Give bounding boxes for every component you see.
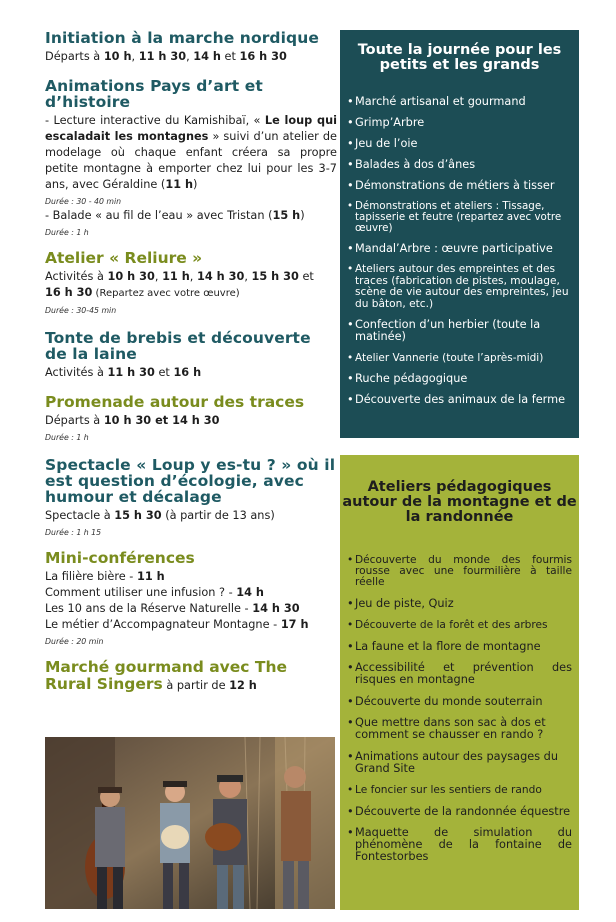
list-item: • Marché artisanal et gourmand — [347, 96, 572, 108]
section-times: Activités à 11 h 30 et 16 h — [45, 366, 202, 379]
list-item: • Confection d’un herbier (toute la matinée) — [347, 319, 572, 343]
section-bookbinding — [45, 250, 337, 317]
list-item: • Découverte des animaux de la ferme — [347, 394, 572, 406]
duration: Durée : 20 min — [45, 637, 104, 646]
list-item: • Que mettre dans son sac à dos et comment se chausser en rando ? — [347, 717, 572, 741]
list-item: • Découverte de la randonnée équestre — [347, 806, 572, 818]
list-item: • Découverte du monde souterrain — [347, 696, 572, 708]
section-title: Atelier « Reliure » — [45, 249, 203, 267]
section-sheep-shearing — [45, 330, 337, 381]
section-times: Départs à 10 h 30 et 14 h 30 — [45, 414, 220, 427]
list-item: • Ruche pédagogique — [347, 373, 572, 385]
list-item: • Accessibilité et prévention des risques en montagne — [347, 662, 572, 686]
list-item: • Balades à dos d’ânes — [347, 159, 572, 171]
section-times: Activités à 10 h 30, 11 h, 14 h 30, 15 h 30 et — [45, 270, 314, 283]
section-text: - Balade « au fil de l’eau » avec Tristan (15 h) — [45, 209, 305, 222]
duration: Durée : 30-45 min — [45, 306, 117, 315]
section-talks — [45, 550, 337, 648]
section-text: - Lecture interactive du Kamishibaï, « Le loup qui escaladait les montagnes » suivi d’un atelier de modelage où chaque enfant créera sa propre petite montagne à emporter chez lui pour les 3-7 ans, avec Géraldine (11 h) — [45, 114, 337, 191]
talk-item: Le métier d’Accompagnateur Montagne - 17 h — [45, 618, 309, 631]
list-item: • Jeu de piste, Quiz — [347, 598, 572, 610]
activities-list — [347, 96, 572, 415]
list-item: • La faune et la flore de montagne — [347, 641, 572, 653]
list-item: • Maquette de simulation du phénomène de la fontaine de Fontestorbes — [347, 827, 572, 863]
band-photo — [45, 737, 335, 909]
all-day-activities-box — [340, 30, 579, 438]
list-item: • Le foncier sur les sentiers de rando — [347, 784, 572, 796]
list-item: • Mandal’Arbre : œuvre participative — [347, 243, 572, 255]
list-item: • Découverte du monde des fourmis rousse avec une fourmilière à taille réelle — [347, 555, 572, 588]
list-item: • Démonstrations et ateliers : Tissage, tapisserie et feutre (repartez avec votre œuvre) — [347, 201, 572, 234]
section-show — [45, 457, 337, 539]
talk-item: La filière bière - 11 h — [45, 570, 165, 583]
list-item: • Jeu de l’oie — [347, 138, 572, 150]
section-title: Tonte de brebis et découverte de la laine — [45, 329, 311, 363]
duration: Durée : 1 h 15 — [45, 528, 102, 537]
talks-list — [45, 569, 337, 633]
section-title: Spectacle « Loup y es-tu ? » où il est question d’écologie, avec humour et décalage — [45, 456, 336, 506]
educational-workshops-box — [340, 455, 579, 910]
section-times: Spectacle à 15 h 30 (à partir de 13 ans) — [45, 509, 275, 522]
box-title: Ateliers pédagogiques autour de la montagne et de la randonnée — [342, 479, 577, 525]
section-times: Départs à 10 h, 11 h 30, 14 h et 16 h 30 — [45, 50, 287, 63]
program-column — [45, 30, 337, 694]
section-title: Mini-conférences — [45, 549, 195, 567]
duration: Durée : 1 h — [45, 433, 89, 442]
list-item: • Grimp’Arbre — [347, 117, 572, 129]
workshops-list — [347, 555, 572, 873]
section-heritage — [45, 78, 337, 239]
section-title: Animations Pays d’art et d’histoire — [45, 77, 263, 111]
talk-item: Les 10 ans de la Réserve Naturelle - 14 h 30 — [45, 602, 300, 615]
section-times: 16 h 30 (Repartez avec votre œuvre) — [45, 286, 240, 299]
section-title: Initiation à la marche nordique — [45, 29, 319, 47]
talk-item: Comment utiliser une infusion ? - 14 h — [45, 586, 264, 599]
list-item: • Découverte de la forêt et des arbres — [347, 619, 572, 631]
section-tracks-walk — [45, 394, 337, 444]
section-title: Promenade autour des traces — [45, 393, 305, 411]
musicians-illustration — [45, 737, 335, 909]
list-item: • Ateliers autour des empreintes et des traces (fabrication de pistes, moulage, scène de vie autour des empreintes, jeu du bâton, etc.) — [347, 264, 572, 310]
list-item: • Démonstrations de métiers à tisser — [347, 180, 572, 192]
section-nordic-walking — [45, 30, 337, 65]
duration: Durée : 30 - 40 min — [45, 197, 122, 206]
section-title: Marché gourmand avec The Rural Singers à partir de 12 h — [45, 658, 287, 693]
list-item: • Atelier Vannerie (toute l’après-midi) — [347, 352, 572, 364]
duration: Durée : 1 h — [45, 228, 89, 237]
list-item: • Animations autour des paysages du Grand Site — [347, 751, 572, 775]
section-gourmet-market — [45, 659, 337, 694]
box-title: Toute la journée pour les petits et les grands — [357, 42, 562, 73]
